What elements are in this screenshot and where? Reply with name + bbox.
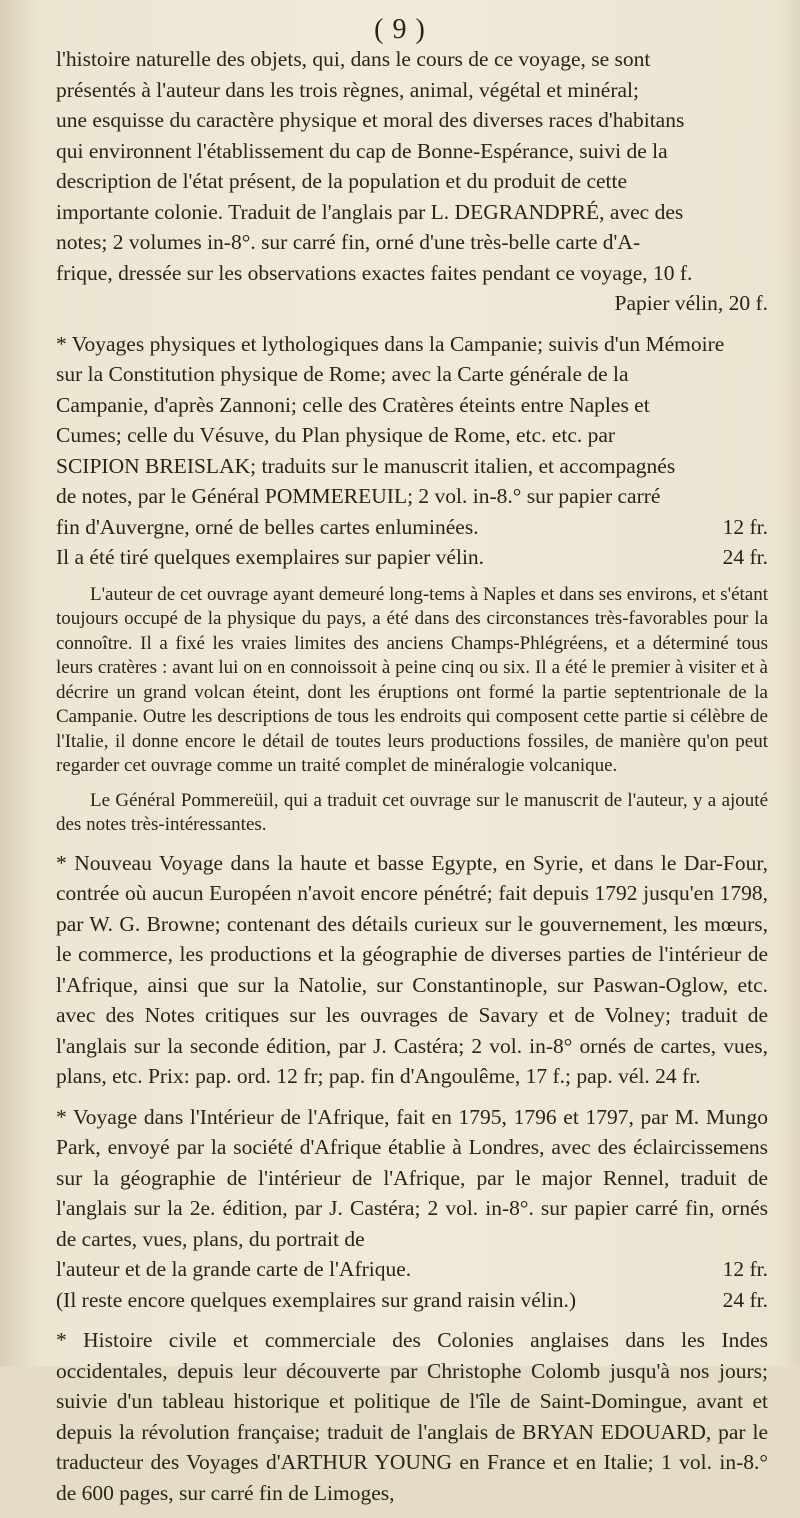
text-line: sur la Constitution physique de Rome; avec la Carte générale de la — [56, 362, 629, 386]
price-line-text: Il a été tiré quelques exemplaires sur papier vélin. — [56, 545, 485, 569]
text-line: l'histoire naturelle des objets, qui, dans le cours de ce voyage, se sont — [56, 47, 651, 71]
price-line-velin — [56, 1285, 768, 1316]
price-line — [56, 1254, 768, 1285]
price-value: 12 fr. — [722, 1257, 768, 1281]
entry-text: * Nouveau Voyage dans la haute et basse Egypte, en Syrie, et dans le Dar-Four, contrée où aucun Européen n'avoit encore pénétré; fait depuis 1792 jusqu'en 1798, par W. G. Browne; contenant des détails curieux sur le gouvernement, les mœurs, le commerce, les productions et la géographie de diverses parties de l'intérieur de l'Afrique, ainsi que sur la Natolie, sur Constantinople, sur Paswan-Oglow, etc. avec des Notes critiques sur les ouvrages de Savary et de Volney; traduit de l'anglais sur la seconde édition, par J. Castéra; 2 vol. in-8° ornés de cartes, vues, plans, etc. Prix: pap. ord. 12 fr; pap. fin d'Angoulême, 17 f.; pap. vél. 24 fr. — [56, 850, 768, 1088]
page-number: ( 9 ) — [374, 14, 426, 45]
note-paragraph: L'auteur de cet ouvrage ayant demeuré long-tems à Naples et dans ses environs, et s'étant toujours occupé de la physique du pays, a été dans des circonstances très-favorables pour la connoître. Il a fixé les vraies limites des anciens Champs-Phlégréens, et a déterminé tous leurs cratères : avant lui on en connoissoit à peine cinq ou six. Il a été le premier à visiter et à décrire un grand volcan éteint, dont les éruptions ont formé la partie septentrionale de la Campanie. Outre les descriptions de tous les endroits qui composent cette partie si célèbre de l'Italie, il donne encore le détail de toutes leurs productions fossiles, de manière qu'on peut regarder cet ouvrage comme un traité complet de minéralogie volcanique. — [56, 583, 768, 776]
note-paragraph: Le Général Pommereüil, qui a traduit cet ouvrage sur le manuscrit de l'auteur, y a ajouté des notes très-intéressantes. — [56, 789, 768, 835]
text-line: notes; 2 volumes in-8°. sur carré fin, orné d'une très-belle carte d'A- — [56, 230, 641, 254]
text-line: * Voyages physiques et lythologiques dans la Campanie; suivis d'un Mémoire — [56, 331, 725, 356]
catalogue-text — [56, 44, 768, 1518]
text-line: Campanie, d'après Zannoni; celle des Cratères éteints entre Naples et — [56, 392, 650, 417]
price-value: 24 fr. — [722, 1287, 768, 1312]
price-value: 24 fr. — [722, 545, 768, 569]
text-line: de notes, par le Général POMMEREUIL; 2 vol. in-8.° sur papier carré — [56, 484, 661, 508]
text-line: Cumes; celle du Vésuve, du Plan physique de Rome, etc. etc. par — [56, 423, 616, 447]
entry-text: * Voyage dans l'Intérieur de l'Afrique, fait en 1795, 1796 et 1797, par M. Mungo Park, envoyé par la société d'Afrique établie à Londres, avec des éclaircissemens sur la géographie de l'intérieur de l'Afrique, par le major Rennel, traduit de l'anglais sur la 2e. édition, par J. Castéra; 2 vol. in-8°. sur papier carré fin, ornés de cartes, vues, plans, du portrait de — [56, 1104, 768, 1251]
entry-text: * Histoire civile et commerciale des Colonies anglaises dans les Indes occidentales, depuis leur découverte par Christophe Colomb jusqu'à nos jours; suivie d'un tableau historique et politique de l'île de Saint-Domingue, avant et depuis la révolution française; traduit de l'anglais de BRYAN EDOUARD, par le traducteur des Voyages d'ARTHUR YOUNG en France et en Italie; 1 vol. in-8.° de 600 pages, sur carré fin de Limoges, — [56, 1328, 768, 1505]
price-value: 12 fr. — [722, 514, 768, 539]
text-line: présentés à l'auteur dans les trois règnes, animal, végétal et minéral; — [56, 77, 639, 102]
catalogue-entry-campanie — [56, 329, 768, 573]
text-line: une esquisse du caractère physique et moral des diverses races d'habitans — [56, 108, 685, 132]
price-line-text: (Il reste encore quelques exemplaires sur grand raisin vélin.) — [56, 1287, 576, 1312]
price-line-velin — [56, 542, 768, 573]
text-line: importante colonie. Traduit de l'anglais par L. DEGRANDPRÉ, avec des — [56, 199, 684, 224]
catalogue-entry-natural-history — [56, 44, 768, 319]
price-velin: Papier vélin, 20 f. — [614, 291, 768, 315]
price-line — [56, 512, 768, 543]
catalogue-entry-afrique — [56, 1102, 768, 1316]
text-line: description de l'état présent, de la population et du produit de cette — [56, 169, 628, 193]
text-line: frique, dressée sur les observations exactes faites pendant ce voyage, 10 f. — [56, 260, 693, 285]
text-line: qui environnent l'établissement du cap de Bonne-Espérance, suivi de la — [56, 138, 668, 163]
price-line-text: fin d'Auvergne, orné de belles cartes enluminées. — [56, 514, 479, 539]
text-line: SCIPION BREISLAK; traduits sur le manuscrit italien, et accompagnés — [56, 453, 676, 478]
price-line-text: l'auteur et de la grande carte de l'Afrique. — [56, 1257, 412, 1281]
catalogue-entry-egypte — [56, 848, 768, 1092]
price-line — [56, 288, 768, 319]
catalogue-entry-colonies — [56, 1325, 768, 1508]
